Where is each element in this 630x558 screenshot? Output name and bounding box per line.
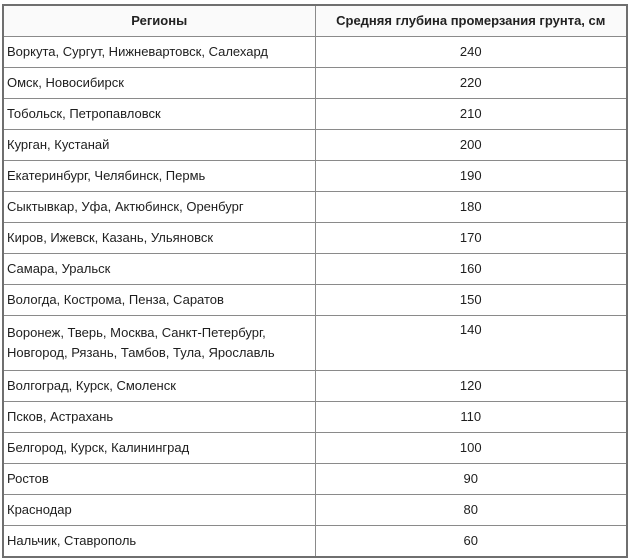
table-row [3,161,627,192]
region-cell: Нальчик, Ставрополь [3,526,315,558]
header-regions: Регионы [3,5,315,37]
region-cell: Воронеж, Тверь, Москва, Санкт-Петербург, Новгород, Рязань, Тамбов, Тула, Ярославль [3,316,315,371]
table-row [3,526,627,558]
region-cell: Самара, Уральск [3,254,315,285]
depth-cell: 180 [315,192,627,223]
table-body [3,37,627,558]
depth-cell: 80 [315,495,627,526]
table-row [3,37,627,68]
region-cell: Сыктывкар, Уфа, Актюбинск, Оренбург [3,192,315,223]
depth-cell: 210 [315,99,627,130]
table-row [3,433,627,464]
table-row [3,464,627,495]
depth-cell: 240 [315,37,627,68]
region-cell: Вологда, Кострома, Пенза, Саратов [3,285,315,316]
region-cell: Волгоград, Курск, Смоленск [3,371,315,402]
region-cell: Воркута, Сургут, Нижневартовск, Салехард [3,37,315,68]
table-row [3,99,627,130]
depth-cell: 150 [315,285,627,316]
depth-cell: 170 [315,223,627,254]
depth-cell: 110 [315,402,627,433]
depth-cell: 140 [315,316,627,371]
region-cell: Псков, Астрахань [3,402,315,433]
table-row [3,254,627,285]
region-cell: Киров, Ижевск, Казань, Ульяновск [3,223,315,254]
table-row [3,285,627,316]
region-cell: Ростов [3,464,315,495]
depth-cell: 200 [315,130,627,161]
region-cell: Омск, Новосибирск [3,68,315,99]
depth-cell: 100 [315,433,627,464]
table-row [3,371,627,402]
region-cell: Краснодар [3,495,315,526]
table-row [3,223,627,254]
header-frost-depth: Средняя глубина промерзания грунта, см [315,5,627,37]
depth-cell: 120 [315,371,627,402]
region-cell: Белгород, Курск, Калининград [3,433,315,464]
table-row [3,495,627,526]
region-cell: Курган, Кустанай [3,130,315,161]
depth-cell: 90 [315,464,627,495]
table-header-row [3,5,627,37]
table-row [3,402,627,433]
table-frame [2,4,626,550]
depth-cell: 190 [315,161,627,192]
depth-cell: 220 [315,68,627,99]
table-row [3,316,627,371]
depth-cell: 160 [315,254,627,285]
region-cell: Екатеринбург, Челябинск, Пермь [3,161,315,192]
frost-depth-table [2,4,628,558]
table-row [3,68,627,99]
region-cell: Тобольск, Петропавловск [3,99,315,130]
table-row [3,130,627,161]
depth-cell: 60 [315,526,627,558]
table-row [3,192,627,223]
